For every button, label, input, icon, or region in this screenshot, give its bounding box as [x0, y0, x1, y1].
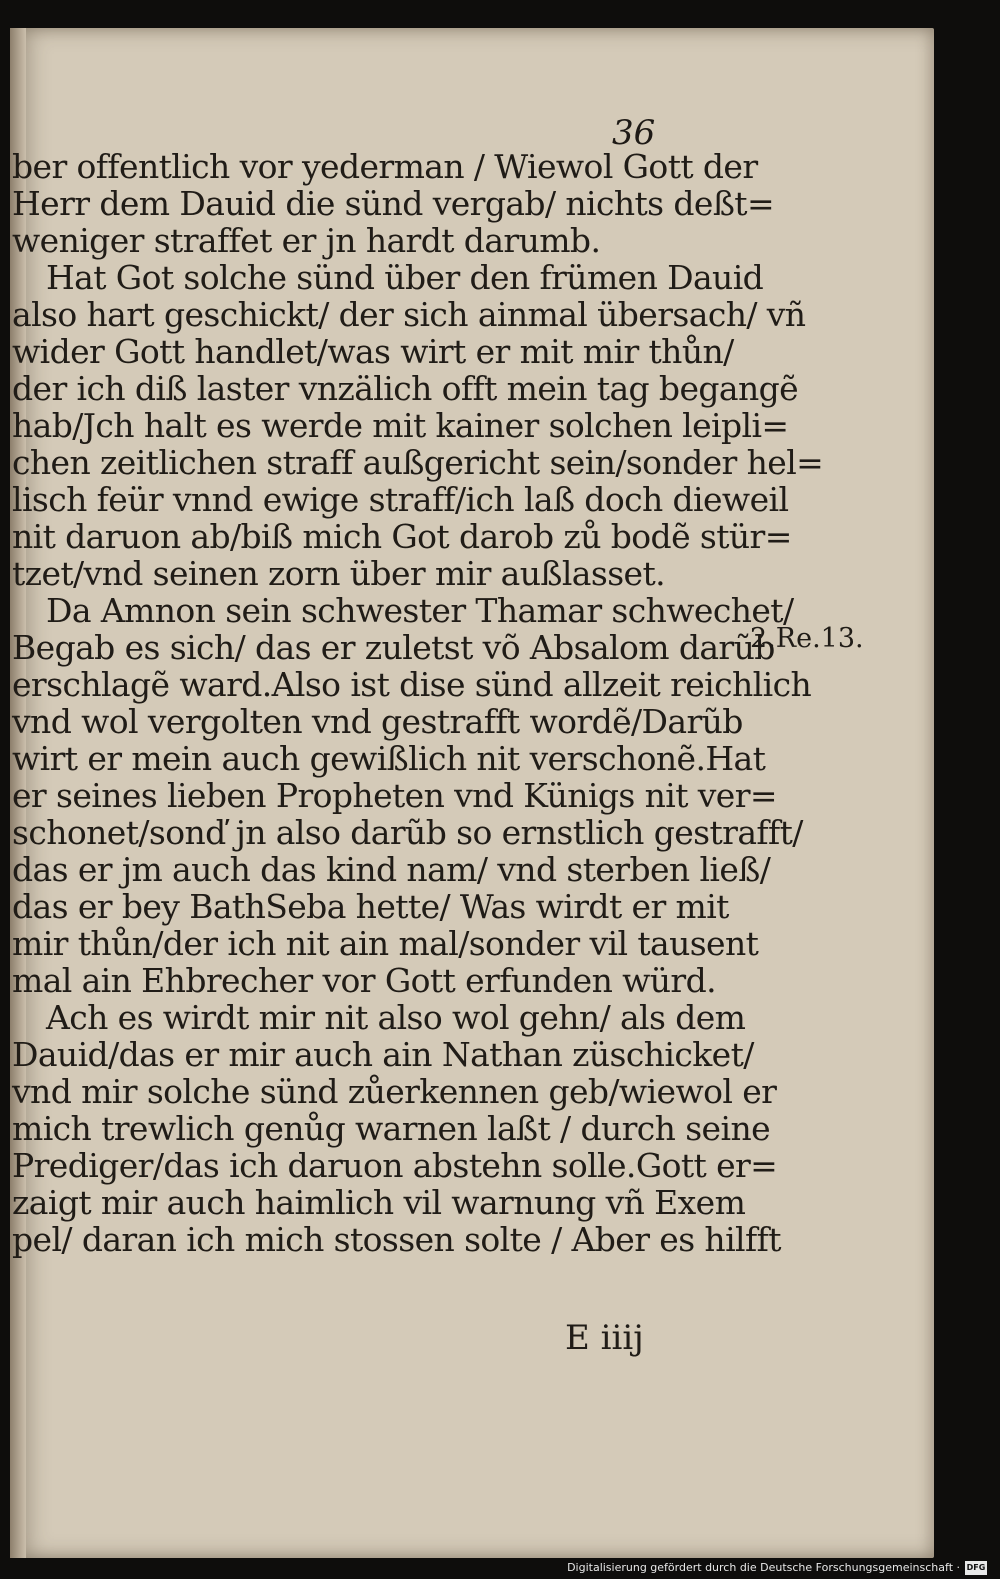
text-line: wider Gott handlet/was wirt er mit mir thůn/: [12, 332, 734, 371]
footer-bar: [0, 1558, 1000, 1579]
text-line: wirt er mein auch gewißlich nit verschonẽ.Hat: [12, 739, 766, 778]
text-line: Dauid/das er mir auch ain Nathan züschicket/: [12, 1035, 754, 1074]
text-line: mich trewlich genůg warnen laßt / durch seine: [12, 1109, 771, 1148]
text-line: erschlagẽ ward.Also ist dise sünd allzeit reichlich: [12, 665, 812, 704]
text-line: schonet/sonď jn also darũb so ernstlich gestrafft/: [12, 813, 803, 852]
text-line: Begab es sich/ das er zuletst võ Absalom darũb: [12, 628, 775, 667]
text-line: also hart geschickt/ der sich ainmal übersach/ vñ: [12, 295, 806, 334]
text-line: der ich diß laster vnzälich offt mein tag begangẽ: [12, 369, 799, 408]
text-line: das er bey BathSeba hette/ Was wirdt er mit: [12, 887, 729, 926]
text-line: lisch feür vnnd ewige straff/ich laß doch dieweil: [12, 480, 789, 519]
text-line: pel/ daran ich mich stossen solte / Aber es hilfft: [12, 1220, 781, 1259]
text-line: Hat Got solche sünd über den frümen Dauid: [46, 258, 764, 297]
text-line: Prediger/das ich daruon abstehn solle.Gott er=: [12, 1146, 778, 1185]
text-line: er seines lieben Propheten vnd Künigs nit ver=: [12, 776, 777, 815]
text-line: Da Amnon sein schwester Thamar schwechet/: [46, 591, 794, 630]
signature-mark: E iiij: [565, 1318, 644, 1358]
margin-note: 2.Re.13.: [750, 623, 864, 654]
text-line: mir thůn/der ich nit ain mal/sonder vil tausent: [12, 924, 759, 963]
text-line: nit daruon ab/biß mich Got darob zů bodẽ stür=: [12, 517, 792, 556]
text-line: Ach es wirdt mir nit also wol gehn/ als dem: [46, 998, 746, 1037]
text-line: weniger straffet er jn hardt darumb.: [12, 221, 601, 260]
folio-number: 36: [612, 113, 656, 153]
text-line: vnd mir solche sünd zůerkennen geb/wiewol er: [12, 1072, 777, 1111]
text-line: chen zeitlichen straff außgericht sein/sonder hel=: [12, 443, 824, 482]
text-line: ber offentlich vor yederman / Wiewol Gott der: [12, 147, 758, 186]
text-line: hab/Jch halt es werde mit kainer solchen leipli=: [12, 406, 789, 445]
text-line: mal ain Ehbrecher vor Gott erfunden würd.: [12, 961, 717, 1000]
footer-credit: Digitalisierung gefördert durch die Deutsche Forschungsgemeinschaft ·: [567, 1561, 960, 1574]
text-line: das er jm auch das kind nam/ vnd sterben ließ/: [12, 850, 771, 889]
text-line: zaigt mir auch haimlich vil warnung vñ Exem: [12, 1183, 746, 1222]
text-line: tzet/vnd seinen zorn über mir außlasset.: [12, 554, 666, 593]
text-line: vnd wol vergolten vnd gestrafft wordẽ/Darũb: [12, 702, 743, 741]
dfg-logo: DFG: [965, 1561, 987, 1575]
text-line: Herr dem Dauid die sünd vergab/ nichts deßt=: [12, 184, 775, 223]
